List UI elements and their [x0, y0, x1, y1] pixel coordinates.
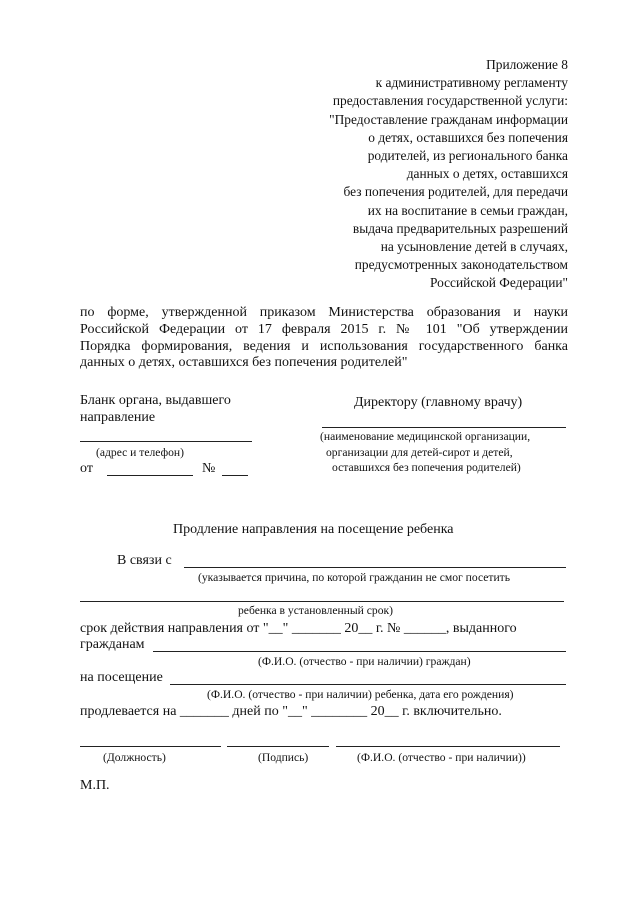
recipient-caption-line2: организации для детей-сирот и детей, [326, 446, 513, 459]
child-field-line[interactable] [170, 684, 566, 685]
recipient-field-line[interactable] [322, 427, 566, 428]
stamp-label: М.П. [80, 778, 110, 793]
citizens-label: гражданам [80, 637, 145, 652]
extended-line: продлевается на _______ дней по "__" ________ 20__ г. включительно. [80, 704, 502, 719]
form-basis-line: по форме, утвержденной приказом Министерства образования и науки [80, 305, 568, 320]
position-signature-line[interactable] [80, 746, 221, 747]
appendix-line: Российской Федерации" [429, 275, 568, 291]
appendix-line: на усыновление детей в случаях, [380, 239, 568, 255]
address-field-line[interactable] [80, 441, 252, 442]
appendix-line: выдача предварительных разрешений [352, 220, 568, 236]
form-basis-paragraph [80, 305, 568, 372]
recipient-caption-line3: оставшихся без попечения родителей) [332, 461, 521, 474]
from-date-label: от [80, 461, 93, 476]
issuer-number-label: № [202, 461, 216, 476]
signature-line[interactable] [227, 746, 329, 747]
appendix-line: предусмотренных законодательством [354, 257, 568, 273]
child-caption: (Ф.И.О. (отчество - при наличии) ребенка, дата его рождения) [207, 688, 514, 701]
appendix-line: "Предоставление гражданам информации [329, 111, 568, 127]
appendix-line: данных о детях, оставшихся [406, 166, 568, 182]
term-line: срок действия направления от "__" _______ 20__ г. № ______, выданного [80, 621, 517, 636]
name-signature-line[interactable] [336, 746, 560, 747]
appendix-line: без попечения родителей, для передачи [343, 184, 568, 200]
recipient-caption-line1: (наименование медицинской организации, [320, 430, 531, 443]
appendix-line: предоставления государственной услуги: [332, 93, 568, 109]
appendix-header [250, 56, 568, 293]
appendix-line: родителей, из регионального банка [367, 148, 568, 164]
issuer-number-line[interactable] [222, 475, 248, 476]
issuer-label-line1: Бланк органа, выдавшего [80, 393, 231, 408]
form-basis-line: данных о детях, оставшихся без попечения родителей" [80, 355, 408, 371]
reason-caption: (указывается причина, по которой гражданин не смог посетить [198, 571, 511, 584]
reason-label: В связи с [117, 553, 172, 568]
appendix-line: Приложение 8 [486, 57, 568, 72]
name-caption: (Ф.И.О. (отчество - при наличии)) [357, 751, 526, 764]
citizens-caption: (Ф.И.О. (отчество - при наличии) граждан) [258, 655, 471, 668]
signature-caption: (Подпись) [258, 751, 309, 764]
reason-field-line[interactable] [184, 567, 566, 568]
visit-label: на посещение [80, 670, 163, 685]
recipient-title: Директору (главному врачу) [354, 395, 523, 410]
appendix-line: о детях, оставшихся без попечения [368, 129, 568, 145]
reason-field-line2[interactable] [80, 601, 564, 602]
form-basis-line: Порядка формирования, ведения и использования государственного банка [80, 338, 568, 354]
issuer-label-line2: направление [80, 410, 156, 425]
document-title: Продление направления на посещение ребенка [173, 522, 454, 537]
address-caption: (адрес и телефон) [96, 446, 184, 459]
position-caption: (Должность) [103, 751, 166, 764]
appendix-line: их на воспитание в семьи граждан, [367, 202, 568, 218]
citizens-field-line[interactable] [153, 651, 566, 652]
issuer-date-line[interactable] [107, 475, 193, 476]
reason-caption2: ребенка в установленный срок) [238, 604, 393, 617]
form-basis-line: Российской Федерации от 17 февраля 2015 г. № 101 "Об утверждении [80, 321, 568, 337]
appendix-line: к административному регламенту [375, 75, 568, 91]
